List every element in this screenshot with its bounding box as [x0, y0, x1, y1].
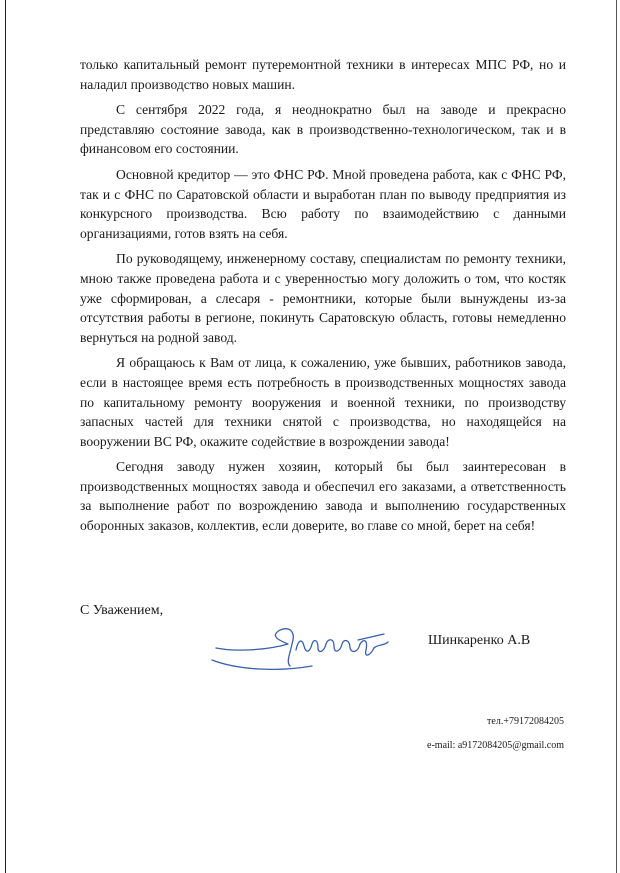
paragraph-4: По руководящему, инженерному составу, специалистам по ремонту техники, мною также проведена работа и с уверенностью могу доложить о том, что костяк уже сформирован, а слесаря - ремонтники, которые были вынуждены из-за отсутствия работы в регионе, покинуть Саратовскую область, готовы немедленно вернуться на родной завод. — [80, 251, 566, 345]
closing-salutation: С Уважением, — [80, 603, 164, 618]
paragraph-5: Я обращаюсь к Вам от лица, к сожалению, уже бывших, работников завода, если в настоящее время есть потребность в производственных мощностях завода по капитальному ремонту вооружения и военной техники, по производству запасных частей для техники снятой с производства, но находящейся на вооружении ВС РФ, окажите содействие в возрождении завода! — [80, 355, 566, 449]
paragraph-2: С сентября 2022 года, я неоднократно был на заводе и прекрасно представляю состояние завода, как в производственно-технологическом, так и в финансовом его состоянии. — [80, 102, 566, 157]
contact-email: e-mail: a9172084205@gmail.com — [427, 740, 564, 751]
paragraph-1: только капитальный ремонт путеремонтной техники в интересах МПС РФ, но и наладил производство новых машин. — [80, 57, 566, 92]
page-left-edge — [5, 0, 6, 873]
letter-body — [80, 55, 566, 542]
paragraph-3: Основной кредитор — это ФНС РФ. Мной проведена работа, как с ФНС РФ, так и с ФНС по Саратовской области и выработан план по выводу предприятия из конкурсного производства. Всю работу по взаимодействию с данными организациями, готов взять на себя. — [80, 166, 566, 241]
signature — [208, 610, 398, 680]
signer-name: Шинкаренко А.В — [428, 633, 531, 648]
page-right-edge — [616, 0, 617, 873]
contact-phone: тел.+79172084205 — [487, 716, 564, 727]
paragraph-6: Сегодня заводу нужен хозяин, который бы был заинтересован в производственных мощностях завода и обеспечил его заказами, а ответственность за выполнение работ по возрождению завода и выполнению государственных оборонных заказов, коллектив, если доверите, во главе со мной, берет на себя! — [80, 459, 566, 534]
